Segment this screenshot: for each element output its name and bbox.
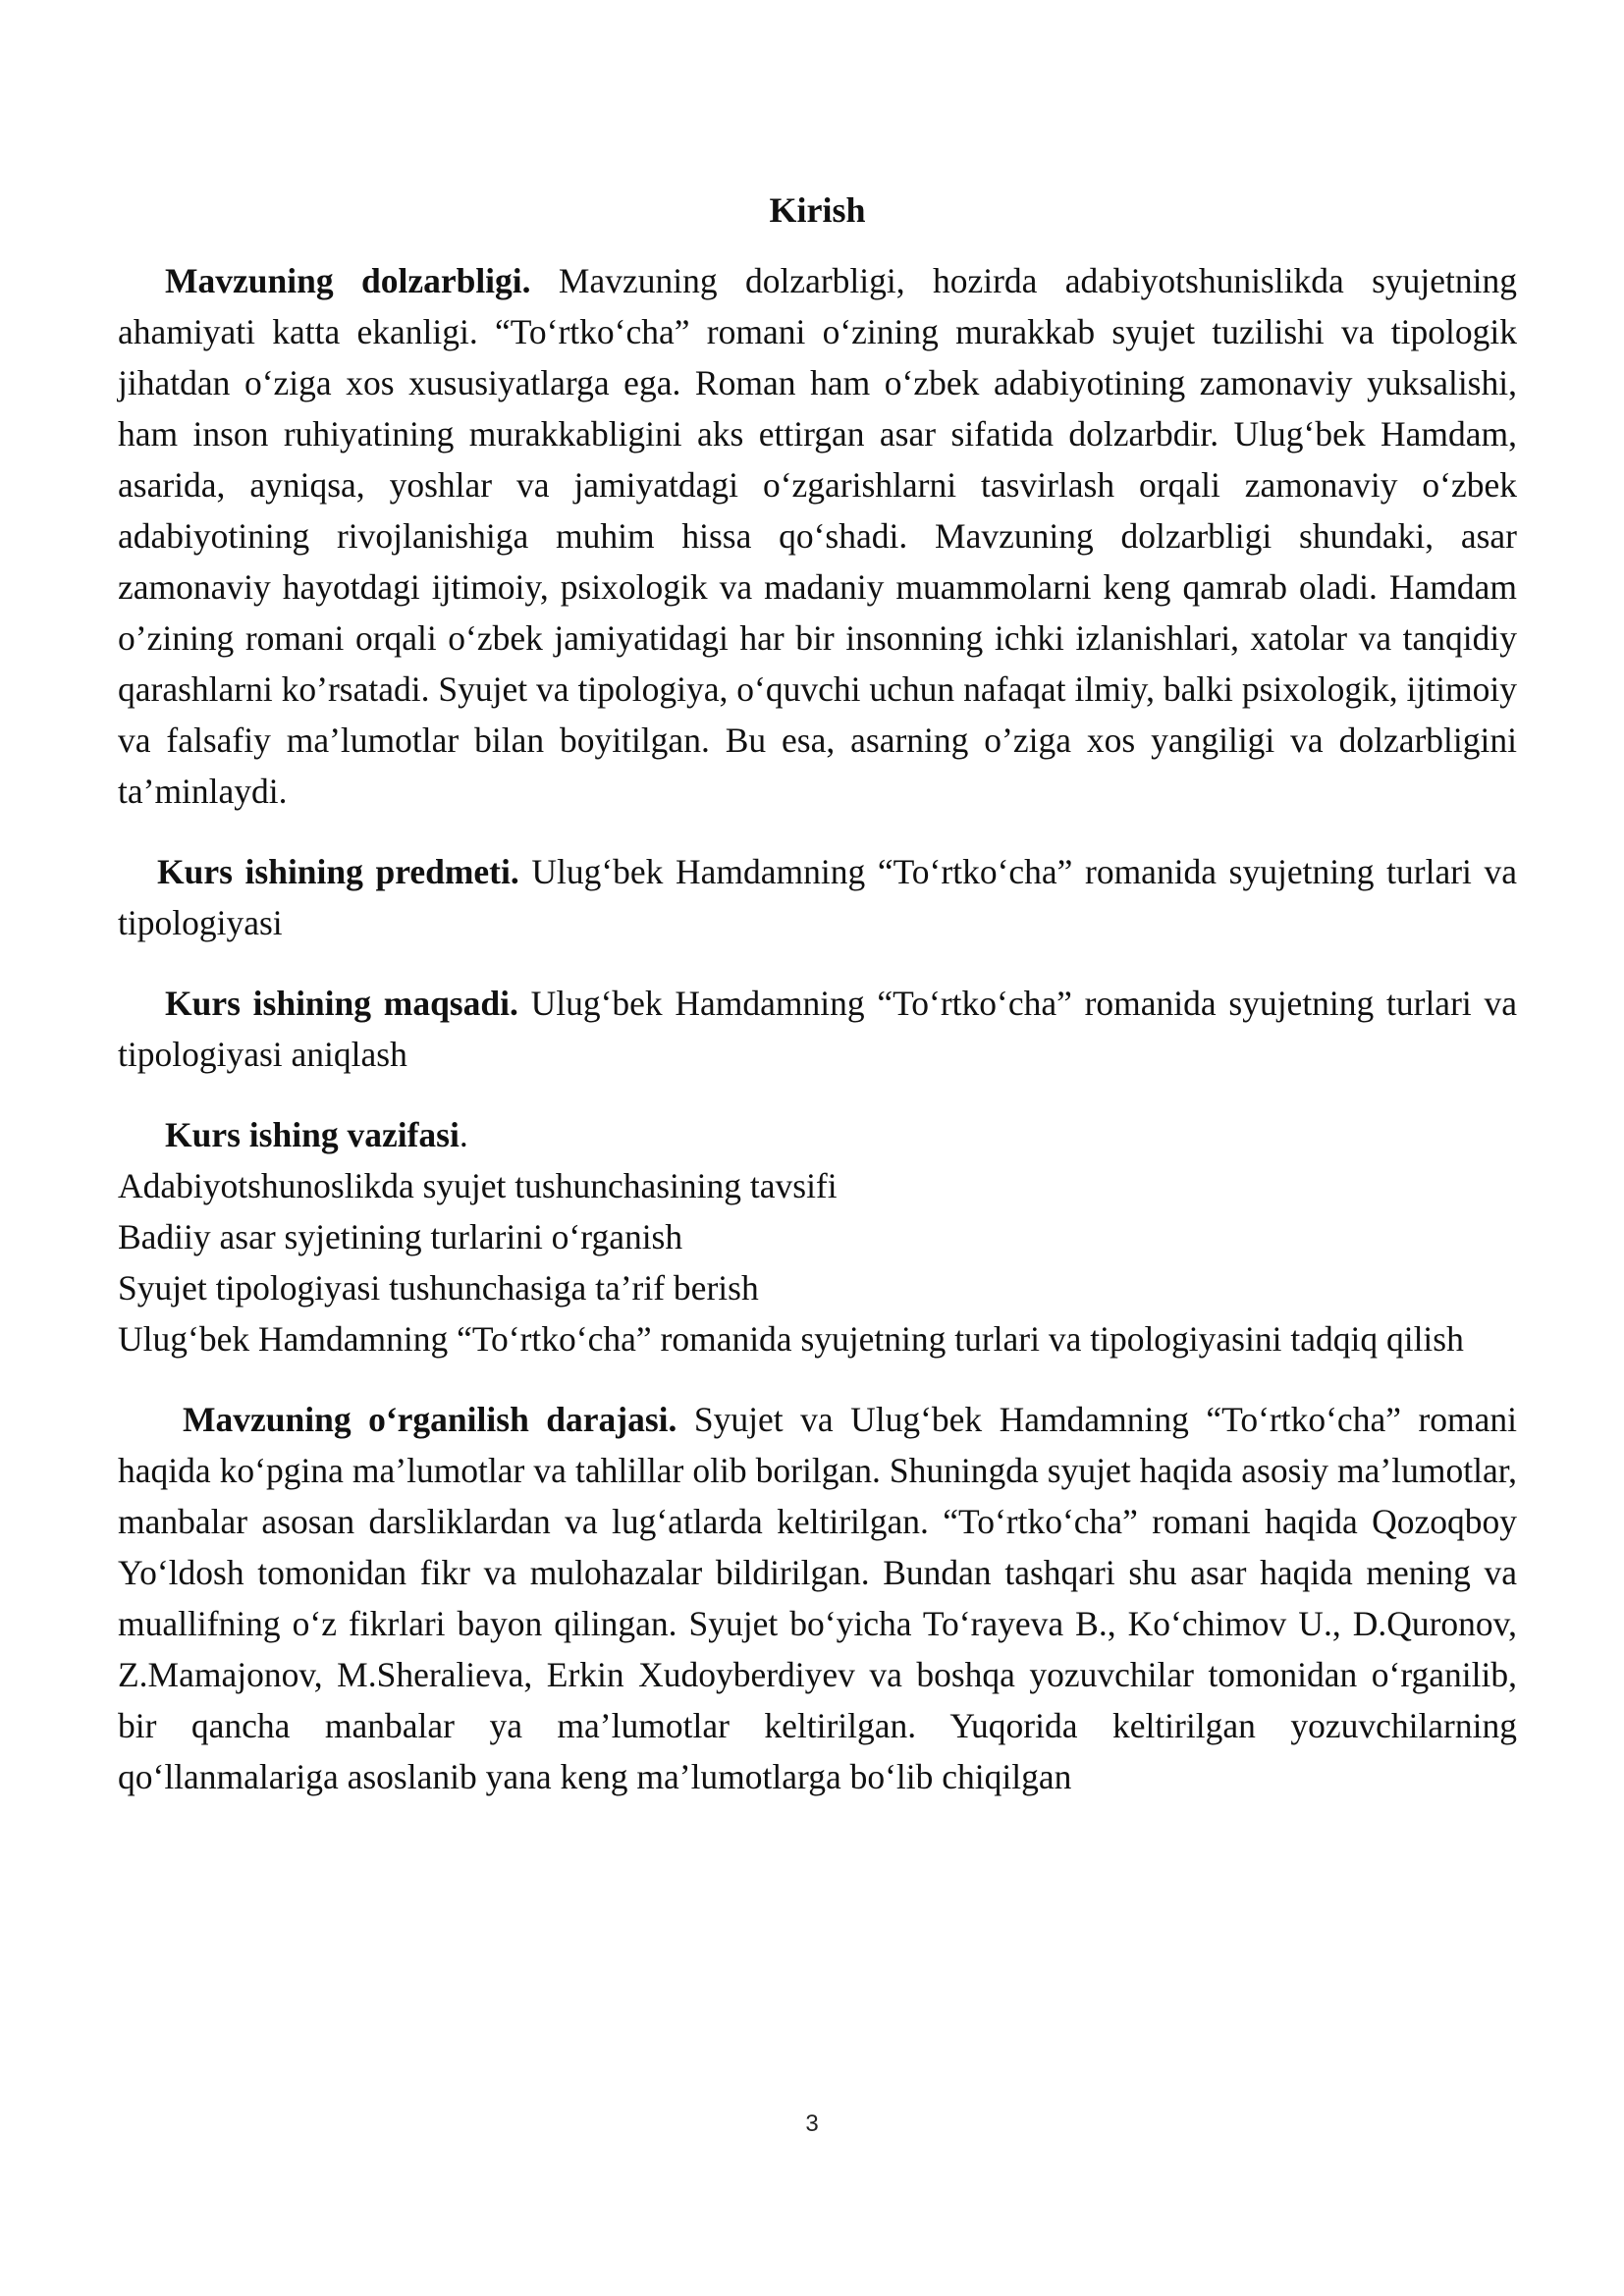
page-title: Kirish: [769, 190, 866, 230]
relevance-heading: Mavzuning dolzarbligi.: [165, 261, 531, 300]
tasks-heading-paragraph: [118, 1109, 1517, 1160]
tasks-heading-tail: .: [459, 1115, 468, 1154]
subject-heading: Kurs ishining predmeti.: [157, 852, 519, 891]
relevance-text: Mavzuning dolzarbligi, hozirda adabiyotshunislikda syujetning ahamiyati katta ekanligi. “To‘rtko‘cha” romani o‘zining murakkab syujet tuzilishi va tipologik jihatdan o‘ziga xos xususiyatlarga ega. Roman ham o‘zbek adabiyotining zamonaviy yuksalishi, ham inson ruhiyatining murakkabligini aks ettirgan asar sifatida dolzarbdir. Ulug‘bek Hamdam, asarida, ayniqsa, yoshlar va jamiyatdagi o‘zgarishlarni tasvirlash orqali zamonaviy o‘zbek adabiyotining rivojlanishiga muhim hissa qo‘shadi. Mavzuning dolzarbligi shundaki, asar zamonaviy hayotdagi ijtimoiy, psixologik va madaniy muammolarni keng qamrab oladi. Hamdam o’zining romani orqali o‘zbek jamiyatidagi har bir insonning ichki izlanishlari, xatolar va tanqidiy qarashlarni ko’rsatadi. Syujet va tipologiya, o‘quvchi uchun nafaqat ilmiy, balki psixologik, ijtimoiy va falsafiy ma’lumotlar bilan boyitilgan. Bu esa, asarning o’ziga xos yangiligi va dolzarbligini ta’minlaydi.: [118, 261, 1517, 811]
goal-paragraph: [118, 978, 1517, 1080]
task-item-4: Ulug‘bek Hamdamning “To‘rtko‘cha” romanida syujetning turlari va tipologiyasini tadqiq qilish: [118, 1319, 1464, 1359]
study-level-heading: Mavzuning o‘rganilish darajasi.: [183, 1400, 677, 1439]
task-item-3: Syujet tipologiyasi tushunchasiga ta’rif berish: [118, 1268, 759, 1308]
task-item-2: Badiiy asar syjetining turlarini o‘rganish: [118, 1217, 683, 1256]
study-level-text: Syujet va Ulug‘bek Hamdamning “To‘rtko‘cha” romani haqida ko‘pgina ma’lumotlar va tahlillar olib borilgan. Shuningda syujet haqida asosiy ma’lumotlar, manbalar asosan darsliklardan va lug‘atlarda keltirilgan. “To‘rtko‘cha” romani haqida Qozoqboy Yo‘ldosh tomonidan fikr va mulohazalar bildirilgan. Bundan tashqari shu asar haqida mening va muallifning o‘z fikrlari bayon qilingan. Syujet bo‘yicha To‘rayeva B., Ko‘chimov U., D.Quronov, Z.Mamajonov, M.Sheralieva, Erkin Xudoyberdiyev va boshqa yozuvchilar tomonidan o‘rganilib, bir qancha manbalar ya ma’lumotlar keltirilgan. Yuqorida keltirilgan yozuvchilarning qo‘llanmalariga asoslanib yana keng ma’lumotlarga bo‘lib chiqilgan: [118, 1400, 1517, 1796]
document-page: [118, 187, 1517, 1802]
tasks-heading: Kurs ishing vazifasi: [165, 1115, 460, 1154]
subject-paragraph: [118, 846, 1517, 948]
study-level-paragraph: [118, 1394, 1517, 1802]
task-item-1: Adabiyotshunoslikda syujet tushunchasining tavsifi: [118, 1166, 838, 1205]
subject-text: Ulug‘bek Hamdamning “To‘rtko‘cha” romanida syujetning turlari va tipologiyasi: [118, 852, 1517, 942]
relevance-paragraph: [118, 255, 1517, 817]
goal-heading: Kurs ishining maqsadi.: [165, 984, 518, 1023]
goal-text: Ulug‘bek Hamdamning “To‘rtko‘cha” romanida syujetning turlari va tipologiyasi aniqlash: [118, 984, 1517, 1074]
page-number: 3: [805, 2110, 819, 2137]
